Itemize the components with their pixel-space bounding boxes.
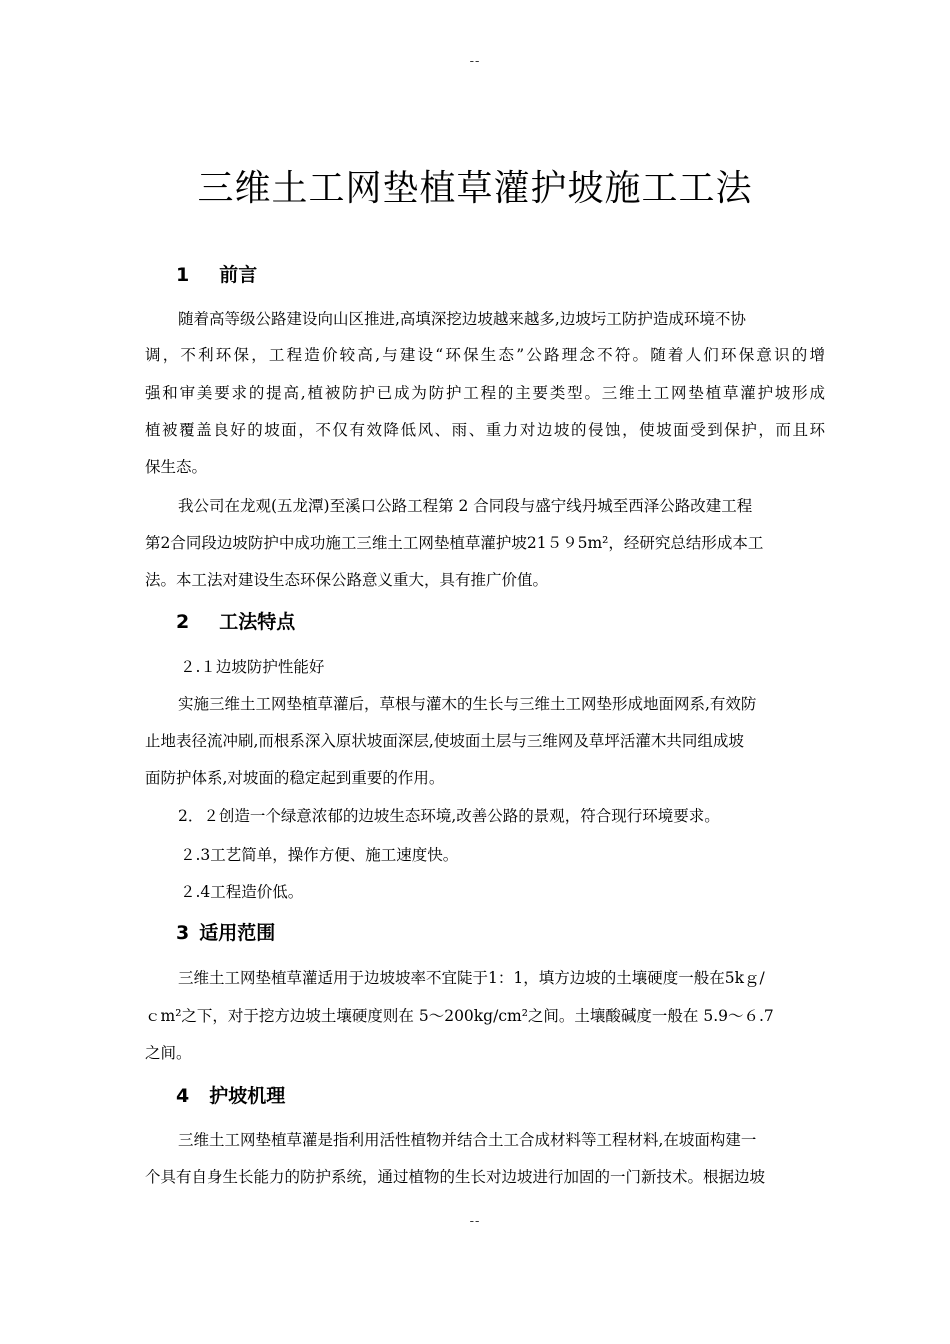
paragraph-line: 法。本工法对建设生态环保公路意义重大，具有推广价值。	[145, 571, 549, 589]
paragraph-line: 植被覆盖良好的坡面，不仅有效降低风、雨、重力对边坡的侵蚀，使坡面受到保护，而且环	[145, 421, 825, 439]
section-heading-1	[176, 260, 257, 287]
subsection-line: ２.4工程造价低。	[180, 883, 304, 901]
section-number: 2	[176, 611, 190, 633]
section-title: 护坡机理	[209, 1085, 286, 1107]
header-mark: --	[469, 54, 481, 69]
footer-mark: --	[469, 1214, 481, 1229]
subsection-title: ２.１边坡防护性能好	[180, 658, 325, 676]
subsection-line: ２.3工艺简单，操作方便、施工速度快。	[180, 846, 459, 864]
paragraph-line: 调，不利环保，工程造价较高,与建设“环保生态”公路理念不符。随着人们环保意识的增	[145, 346, 825, 364]
section-heading-2	[176, 607, 295, 634]
paragraph-line: 第2合同段边坡防护中成功施工三维土工网垫植草灌护坡21５９5m²，经研究总结形成本工	[145, 534, 764, 552]
paragraph-line: 面防护体系,对坡面的稳定起到重要的作用。	[145, 769, 445, 787]
paragraph-line: 我公司在龙观(五龙潭)至溪口公路工程第 2 合同段与盛宁线丹城至西泽公路改建工程	[178, 497, 753, 515]
section-title: 前言	[219, 264, 258, 286]
section-number: 3	[176, 922, 190, 944]
paragraph-line: 个具有自身生长能力的防护系统，通过植物的生长对边坡进行加固的一门新技术。根据边坡	[145, 1168, 766, 1186]
section-number: 1	[176, 264, 190, 286]
section-heading-3	[176, 918, 275, 945]
paragraph-line: 随着高等级公路建设向山区推进,高填深挖边坡越来越多,边坡圬工防护造成环境不协	[178, 310, 746, 328]
section-heading-4	[176, 1081, 285, 1108]
paragraph-line: 强和审美要求的提高,植被防护已成为防护工程的主要类型。三维土工网垫植草灌护坡形成	[145, 384, 825, 402]
section-number: 4	[176, 1085, 190, 1107]
paragraph-line: ｃm²之下，对于挖方边坡土壤硬度则在 5～200kg/cm²之间。土壤酸碱度一般在 5.9～６.7	[145, 1007, 774, 1025]
paragraph-line: 保生态。	[145, 458, 208, 476]
paragraph-line: 止地表径流冲刷,而根系深入原状坡面深层,使坡面土层与三维网及草坪活灌木共同组成坡	[145, 732, 744, 750]
paragraph-line: 实施三维土工网垫植草灌后，草根与灌木的生长与三维土工网垫形成地面网系,有效防	[178, 695, 757, 713]
document-title: 三维土工网垫植草灌护坡施工工法	[197, 168, 753, 209]
subsection-line: 2．２创造一个绿意浓郁的边坡生态环境,改善公路的景观，符合现行环境要求。	[178, 807, 720, 825]
paragraph-line: 三维土工网垫植草灌是指利用活性植物并结合土工合成材料等工程材料,在坡面构建一	[178, 1131, 757, 1149]
paragraph-line: 三维土工网垫植草灌适用于边坡坡率不宜陡于1：1，填方边坡的土壤硬度一般在5kｇ/	[178, 969, 765, 987]
section-title: 工法特点	[219, 611, 296, 633]
section-title: 适用范围	[199, 922, 276, 944]
paragraph-line: 之间。	[145, 1044, 192, 1062]
